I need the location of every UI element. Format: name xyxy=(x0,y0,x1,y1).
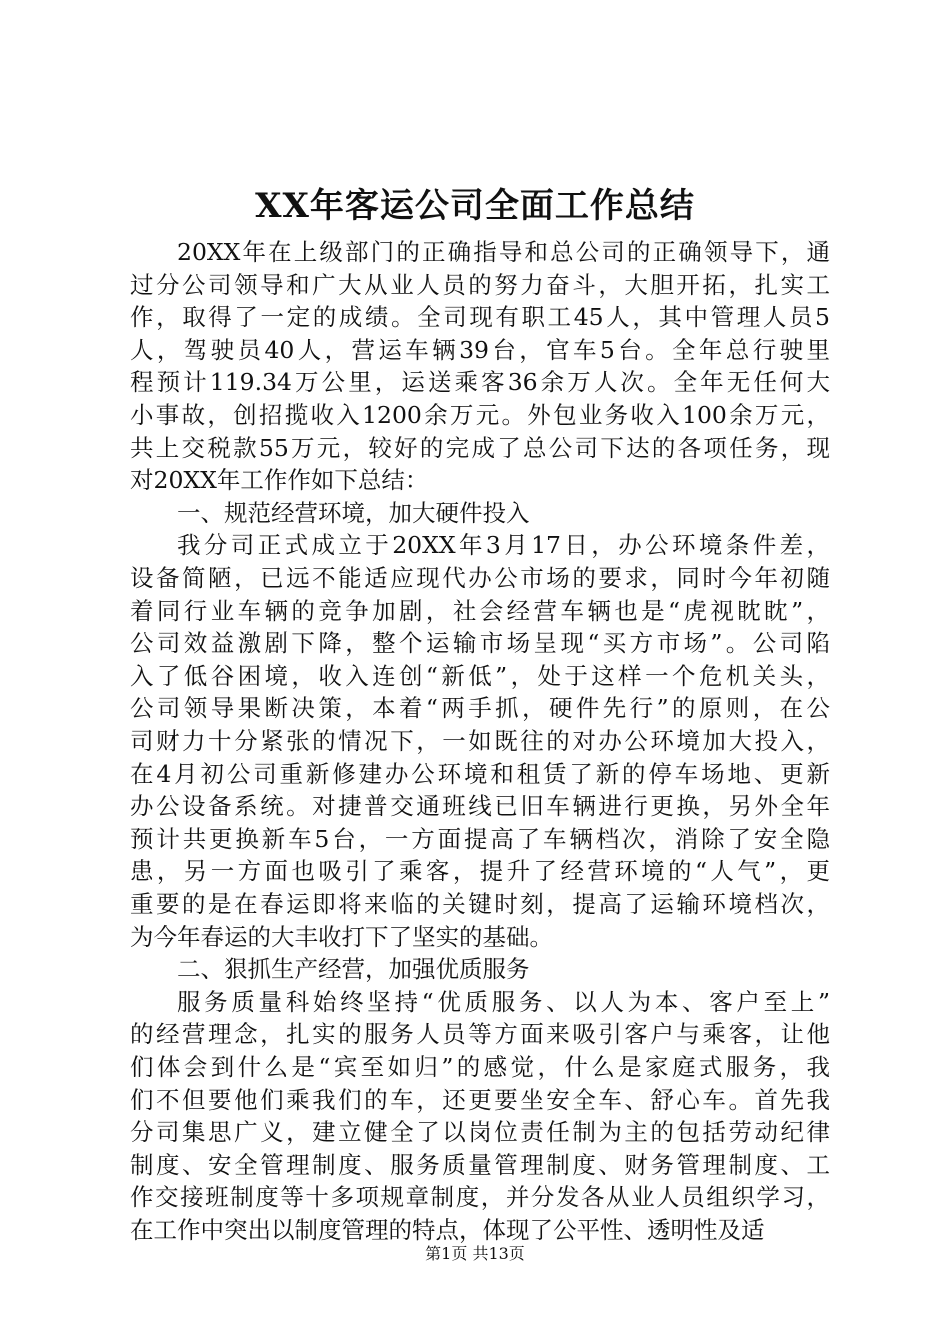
paragraph-line: 过分公司领导和广大从业人员的努力奋斗，大胆开拓，扎实工 xyxy=(130,270,830,299)
paragraph-line: 着同行业车辆的竞争加剧，社会经营车辆也是“虎视眈眈”， xyxy=(130,596,830,625)
paragraph-line: 们体会到什么是“宾至如归”的感觉，什么是家庭式服务，我 xyxy=(130,1053,830,1081)
page-footer: 第1页 共13页 xyxy=(425,1244,525,1263)
paragraph-line: 重要的是在春运即将来临的关键时刻，提高了运输环境档次， xyxy=(130,890,830,918)
paragraph-line: 分司集思广义，建立健全了以岗位责任制为主的包括劳动纪律 xyxy=(130,1118,830,1147)
paragraph-line: 服务质量科始终坚持“优质服务、以人为本、客户至上” xyxy=(177,987,830,1016)
paragraph-line: 对20XX年工作作如下总结： xyxy=(130,466,429,495)
paragraph-line: 公司领导果断决策，本着“两手抓，硬件先行”的原则，在公 xyxy=(130,694,830,723)
paragraph-line: 作，取得了一定的成绩。全司现有职工45人，其中管理人员5 xyxy=(130,303,830,332)
paragraph-line: 作交接班制度等十多项规章制度，并分发各从业人员组织学习， xyxy=(130,1183,830,1212)
paragraph-line: 在4月初公司重新修建办公环境和租赁了新的停车场地、更新 xyxy=(130,759,830,788)
section-heading: 二、狠抓生产经营，加强优质服务 xyxy=(177,955,530,984)
paragraph-line: 人，驾驶员40人，营运车辆39台，官车5台。全年总行驶里 xyxy=(130,335,830,364)
paragraph-line: 预计共更换新车5台，一方面提高了车辆档次，消除了安全隐 xyxy=(130,824,830,853)
paragraph-line: 程预计119.34万公里，运送乘客36余万人次。全年无任何大 xyxy=(130,368,830,397)
paragraph-line: 小事故，创招揽收入1200余万元。外包业务收入100余万元， xyxy=(130,401,830,429)
paragraph-line: 制度、安全管理制度、服务质量管理制度、财务管理制度、工 xyxy=(130,1150,830,1179)
paragraph-line: 们不但要他们乘我们的车，还更要坐安全车、舒心车。首先我 xyxy=(130,1085,830,1114)
paragraph-line: 入了低谷困境，收入连创“新低”，处于这样一个危机关头， xyxy=(130,661,830,690)
paragraph-line: 20XX年在上级部门的正确指导和总公司的正确领导下，通 xyxy=(177,238,830,266)
paragraph-line: 为今年春运的大丰收打下了坚实的基础。 xyxy=(130,922,553,951)
paragraph-line: 司财力十分紧张的情况下，一如既往的对办公环境加大投入， xyxy=(130,727,830,755)
paragraph-line: 的经营理念，扎实的服务人员等方面来吸引客户与乘客，让他 xyxy=(130,1020,830,1049)
paragraph-line: 在工作中突出以制度管理的特点，体现了公平性、透明性及适 xyxy=(130,1216,765,1244)
paragraph-line: 我分司正式成立于20XX年3月17日，办公环境条件差， xyxy=(177,531,830,560)
section-heading: 一、规范经营环境，加大硬件投入 xyxy=(177,498,530,527)
paragraph-line: 办公设备系统。对捷普交通班线已旧车辆进行更换，另外全年 xyxy=(130,792,830,821)
document-title: XX年客运公司全面工作总结 xyxy=(255,186,695,226)
paragraph-line: 设备简陋，已远不能适应现代办公市场的要求，同时今年初随 xyxy=(130,564,830,592)
paragraph-line: 共上交税款55万元，较好的完成了总公司下达的各项任务，现 xyxy=(130,433,830,462)
paragraph-line: 患，另一方面也吸引了乘客，提升了经营环境的“人气”，更 xyxy=(130,857,830,886)
paragraph-line: 公司效益激剧下降，整个运输市场呈现“买方市场”。公司陷 xyxy=(130,629,830,658)
